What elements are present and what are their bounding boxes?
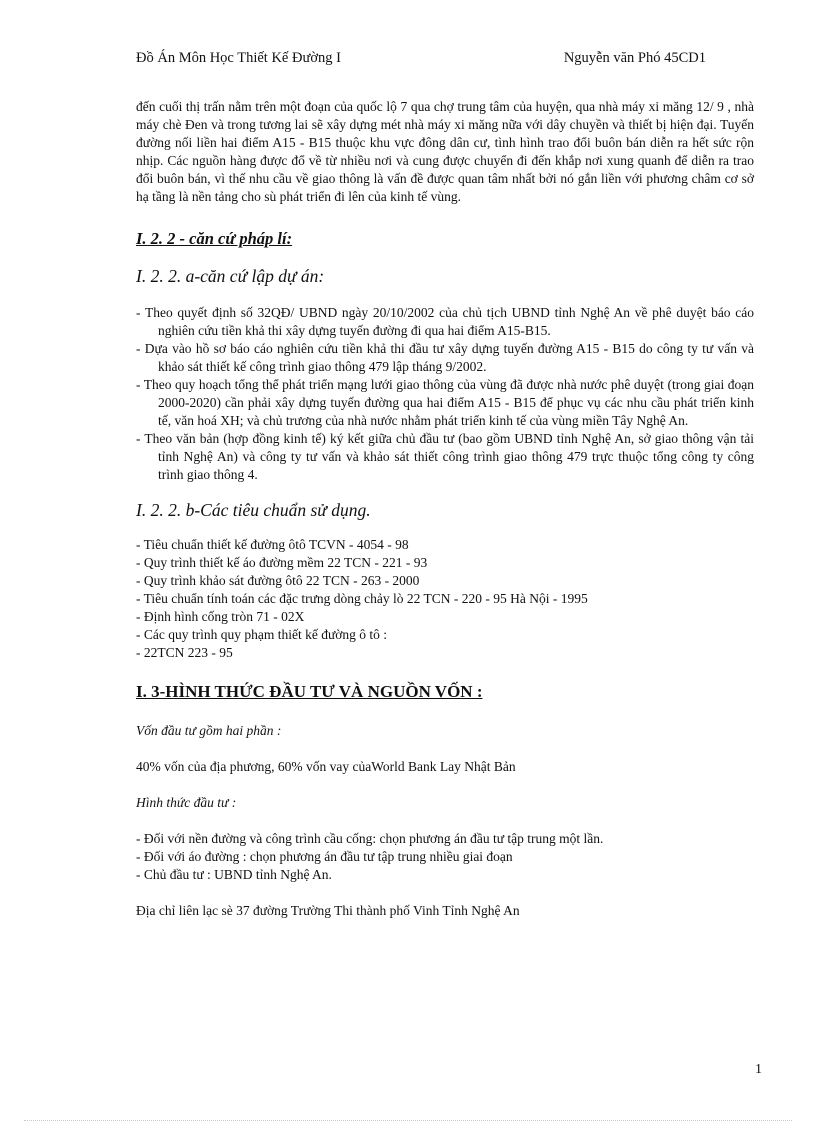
list-item: - Chủ đầu tư : UBND tỉnh Nghệ An. <box>136 867 332 882</box>
page-bottom-border <box>24 1120 792 1121</box>
capital-label: Vốn đầu tư gồm hai phần : <box>136 723 282 738</box>
list-item: - Theo văn bản (hợp đồng kinh tế) ký kết giữa chủ đầu tư (bao gồm UBND tỉnh Nghệ An, sở giao thông vận tải tỉnh Nghệ An) và công ty tư vấn và khảo sát thiết công trình giao thông 479 trực thuộc tổng công ty công trình giao thông 4. <box>136 431 754 482</box>
list-item: - Đối với nền đường và công trình cầu cống: chọn phương án đầu tư tập trung một lần. <box>136 831 604 846</box>
page-number: 1 <box>755 1062 762 1077</box>
contact-address: Địa chỉ liên lạc sè 37 đường Trường Thi thành phố Vinh Tỉnh Nghệ An <box>136 903 520 918</box>
list-legal-basis <box>136 304 754 484</box>
list-item: - Theo quyết định số 32QĐ/ UBND ngày 20/10/2002 của chủ tịch UBND tỉnh Nghệ An về phê duyệt báo cáo nghiên cứu tiền khả thi xây dựng tuyến đường đi qua hai điểm A15-B15. <box>136 305 754 338</box>
list-item: - Định hình cống tròn 71 - 02X <box>136 609 305 624</box>
list-item: - Theo quy hoạch tổng thể phát triển mạng lưới giao thông của vùng đã được nhà nước phê duyệt (trong giai đoạn 2000-2020) cần phải xây dựng tuyến đường qua hai điểm A15 - B15 để phục vụ các nhu cầu phát triển kinh tế, văn hoá XH; và chủ trương của nhà nước nhằm phát triển kinh tế của vùng miền Tây Nghệ An. <box>136 377 754 428</box>
list-item: - 22TCN 223 - 95 <box>136 645 233 660</box>
investment-form-label: Hình thức đầu tư : <box>136 795 237 810</box>
list-item: - Quy trình thiết kế áo đường mềm 22 TCN - 221 - 93 <box>136 555 428 570</box>
list-item: - Đối với áo đường : chọn phương án đầu tư tập trung nhiều giai đoạn <box>136 849 513 864</box>
list-standards <box>136 536 754 662</box>
list-item: - Tiêu chuẩn thiết kế đường ôtô TCVN - 4054 - 98 <box>136 537 409 552</box>
list-item: - Các quy trình quy phạm thiết kế đường ô tô : <box>136 627 388 642</box>
list-item: - Tiêu chuẩn tính toán các đặc trưng dòng chảy lò 22 TCN - 220 - 95 Hà Nội - 1995 <box>136 591 588 606</box>
subheading-a: I. 2. 2. a-căn cứ lập dự án: <box>136 266 325 286</box>
header-left-title: Đồ Án Môn Học Thiết Kế Đường I <box>136 50 341 66</box>
subheading-b: I. 2. 2. b-Các tiêu chuẩn sử dụng. <box>136 500 371 520</box>
list-item: - Dựa vào hồ sơ báo cáo nghiên cứu tiền khả thi đầu tư xây dựng tuyến đường A15 - B15 do công ty tư vấn và khảo sát thiết kế công trình giao thông 479 lập tháng 9/2002. <box>136 341 754 374</box>
page-content <box>136 98 754 920</box>
list-item: - Quy trình khảo sát đường ôtô 22 TCN - 263 - 2000 <box>136 573 420 588</box>
header-right-author: Nguyễn văn Phó 45CD1 <box>563 50 706 66</box>
intro-paragraph: đến cuối thị trấn nằm trên một đoạn của quốc lộ 7 qua chợ trung tâm của huyện, qua nhà máy xi măng 12/ 9 , nhà máy chè Đen và trong tương lai sẽ xây dựng mét nhà máy xi măng nữa với dây chuyền và thiết bị hiện đại. Tuyến đường nối liền hai điểm A15 - B15 thuộc khu vực đông dân cư, tình hình trao đổi buôn bán diễn ra hết sức rộn nhịp. Các nguồn hàng được đổ về từ nhiều nơi và cung được chuyển đi đến khắp nơi xung quanh để diễn ra trao đổi buôn bán, vì thế nhu cầu về giao thông là vấn đề được quan tâm nhất bởi nó gắn liền với phương châm cơ sở hạ tầng là nền tảng cho sù phát triển đi lên của kinh tế vùng. <box>136 99 754 204</box>
page-header <box>136 50 706 67</box>
section-heading-investment: I. 3-HÌNH THỨC ĐẦU TƯ VÀ NGUỒN VỐN : <box>136 682 483 701</box>
capital-text: 40% vốn của địa phương, 60% vốn vay củaWorld Bank Lay Nhật Bản <box>136 759 516 774</box>
section-heading-legal: I. 2. 2 - căn cứ pháp lí: <box>136 229 293 248</box>
list-investment-form <box>136 830 754 884</box>
